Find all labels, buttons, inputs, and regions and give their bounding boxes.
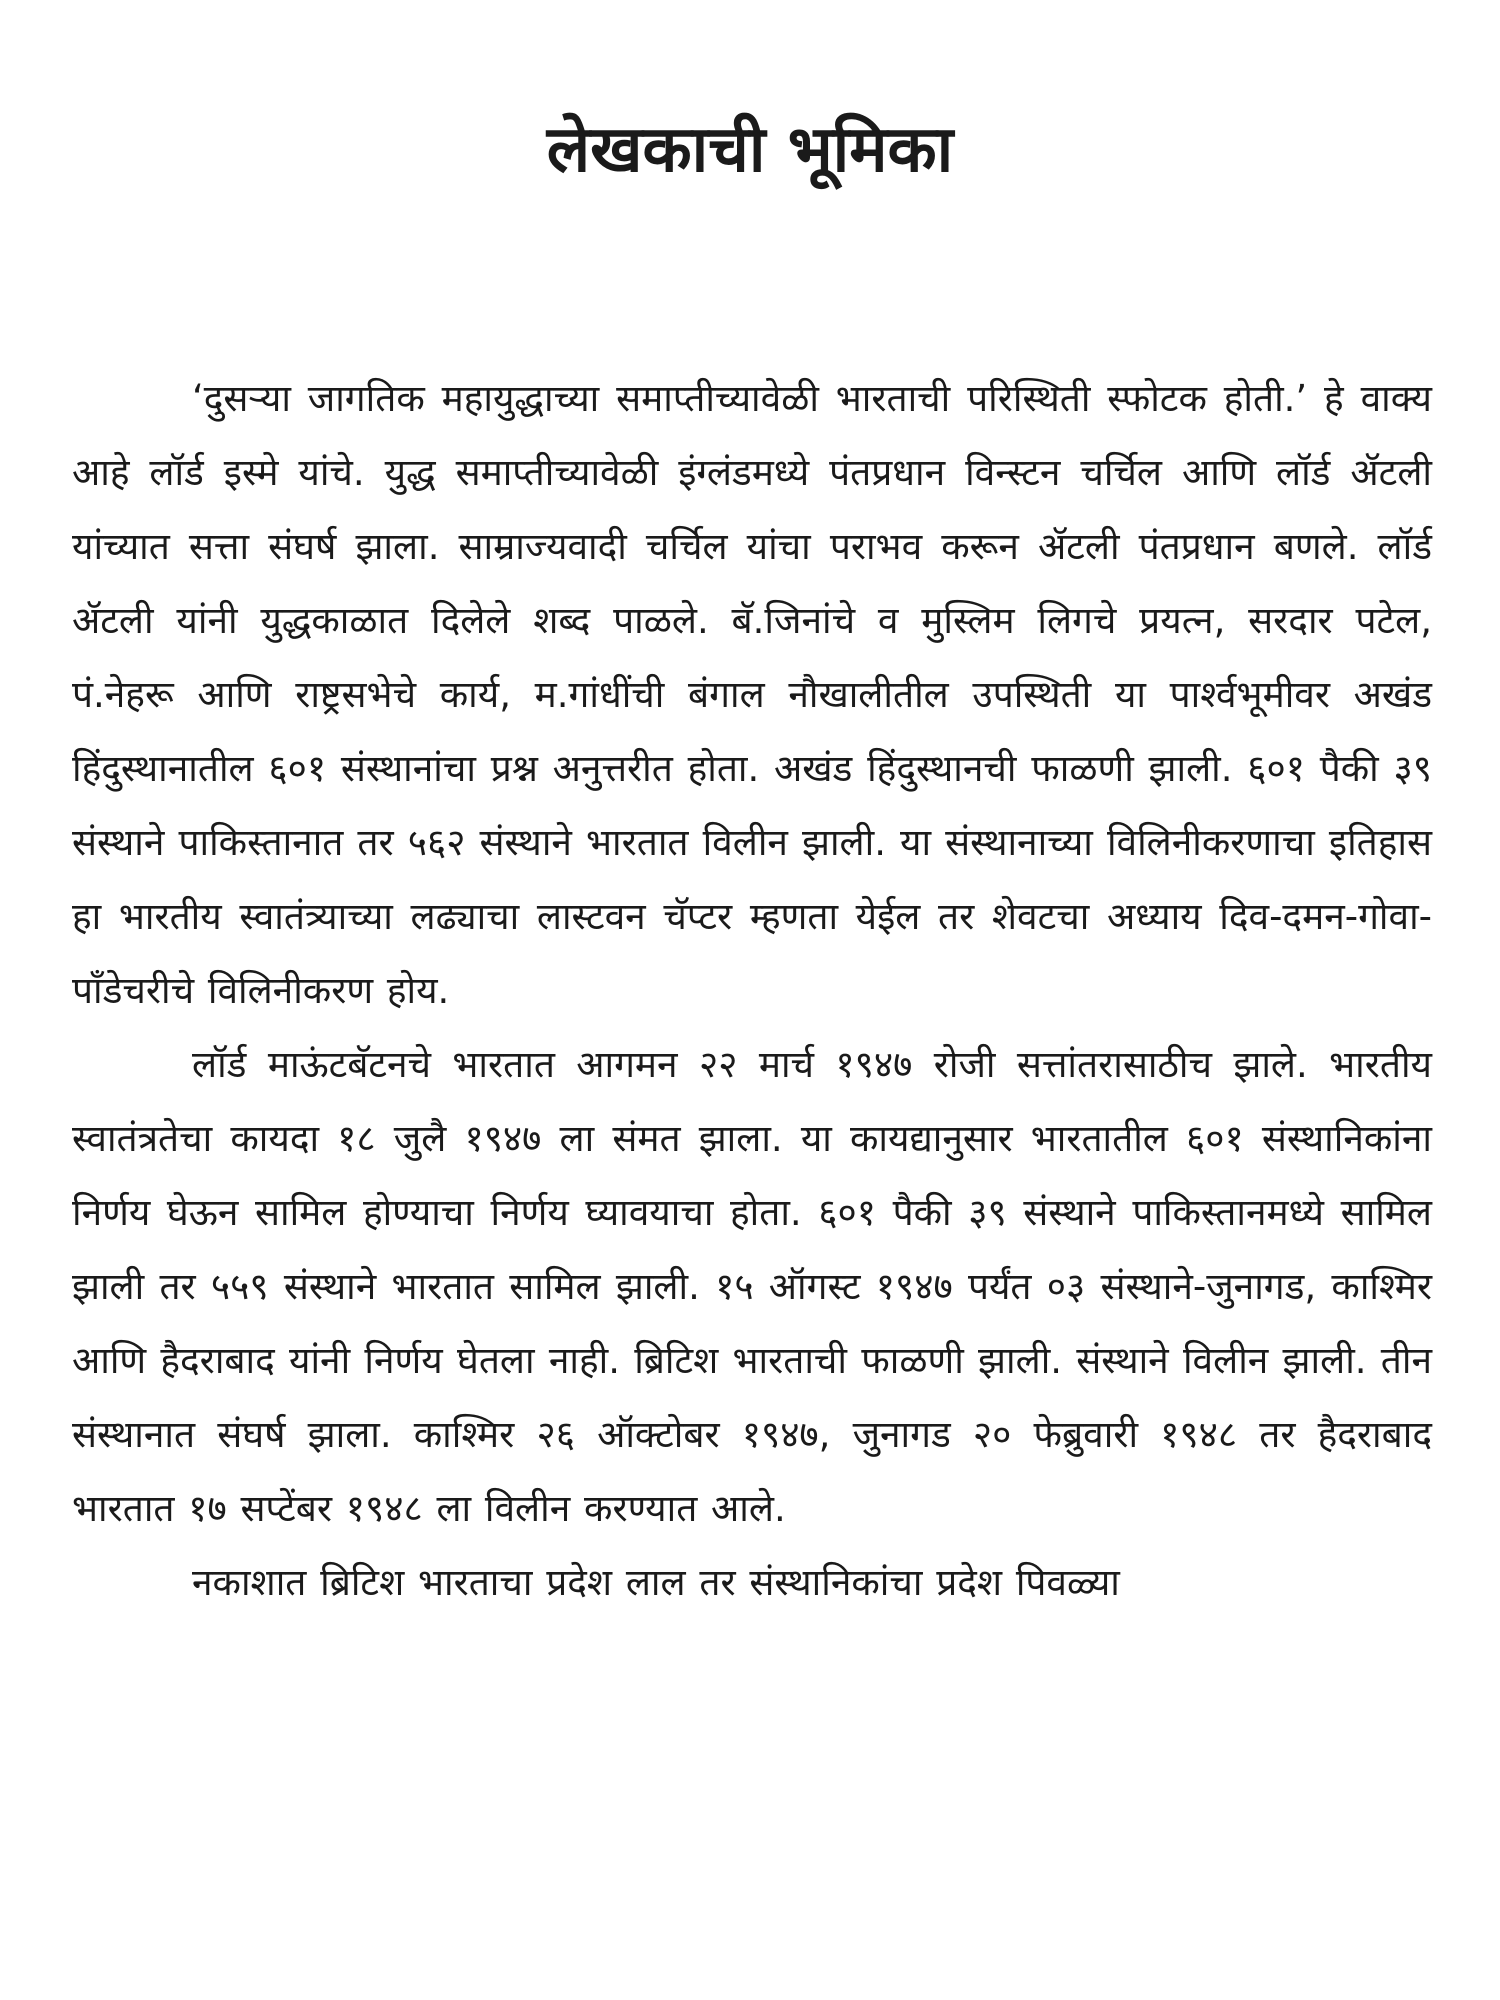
paragraph-3: नकाशात ब्रिटिश भारताचा प्रदेश लाल तर संस्थानिकांचा प्रदेश पिवळ्या <box>192 1561 1120 1604</box>
page-title: लेखकाची भूमिका <box>546 113 954 187</box>
paragraph-2: लॉर्ड माऊंटबॅटनचे भारतात आगमन २२ मार्च १९४७ रोजी सत्तांतरासाठीच झाले. भारतीय स्वातंत्रतेचा कायदा १८ जुलै १९४७ ला संमत झाला. या कायद्यानुसार भारतातील ६०१ संस्थानिकांना निर्णय घेऊन सामिल होण्याचा निर्णय घ्यावयाचा होता. ६०१ पैकी ३९ संस्थाने पाकिस्तानमध्ये सामिल झाली तर ५५९ संस्थाने भारतात सामिल झाली. १५ ऑगस्ट १९४७ पर्यंत ०३ संस्थाने-जुनागड, काश्मिर आणि हैदराबाद यांनी निर्णय घेतला नाही. ब्रिटिश भारताची फाळणी झाली. संस्थाने विलीन झाली. तीन संस्थानात संघर्ष झाला. काश्मिर २६ ऑक्टोबर १९४७, जुनागड २० फेब्रुवारी १९४८ तर हैदराबाद भारतात १७ सप्टेंबर १९४८ ला विलीन करण्यात आले. <box>72 1043 1432 1530</box>
paragraph-1: ‘दुसऱ्या जागतिक महायुद्धाच्या समाप्तीच्यावेळी भारताची परिस्थिती स्फोटक होती.’ हे वाक्य आहे लॉर्ड इस्मे यांचे. युद्ध समाप्तीच्यावेळी इंग्लंडमध्ये पंतप्रधान विन्स्टन चर्चिल आणि लॉर्ड ॲटली यांच्यात सत्ता संघर्ष झाला. साम्राज्यवादी चर्चिल यांचा पराभव करून ॲटली पंतप्रधान बणले. लॉर्ड ॲटली यांनी युद्धकाळात दिलेले शब्द पाळले. बॅ.जिनांचे व मुस्लिम लिगचे प्रयत्न, सरदार पटेल, पं.नेहरू आणि राष्ट्रसभेचे कार्य, म.गांधींची बंगाल नौखालीतील उपस्थिती या पार्श्वभूमीवर अखंड हिंदुस्थानातील ६०१ संस्थानांचा प्रश्न अनुत्तरीत होता. अखंड हिंदुस्थानची फाळणी झाली. ६०१ पैकी ३९ संस्थाने पाकिस्तानात तर ५६२ संस्थाने भारतात विलीन झाली. या संस्थानाच्या विलिनीकरणाचा इतिहास हा भारतीय स्वातंत्र्याच्या लढ्याचा लास्टवन चॅप्टर म्हणता येईल तर शेवटचा अध्याय दिव-दमन-गोवा-पाँडेचरीचे विलिनीकरण होय. <box>72 377 1432 1012</box>
body-text <box>72 362 1432 1620</box>
